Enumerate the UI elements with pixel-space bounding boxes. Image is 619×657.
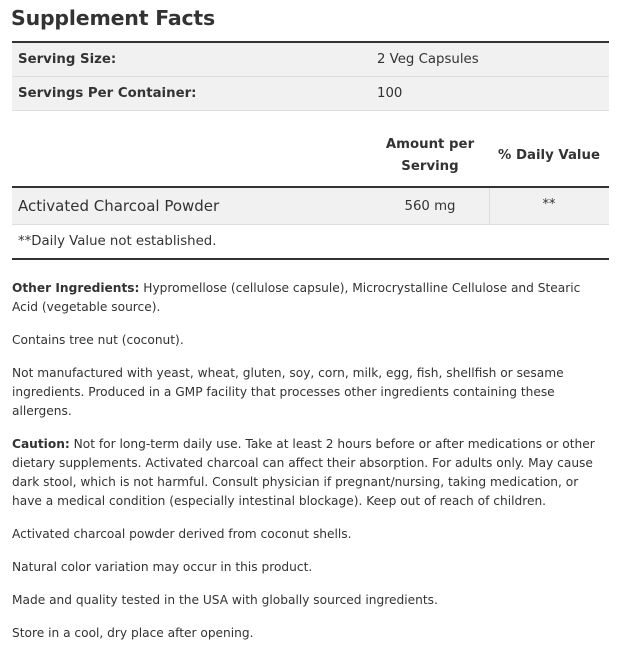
made-in-usa-note: Made and quality tested in the USA with globally sourced ingredients. xyxy=(12,593,438,607)
amount-header-line2: Serving xyxy=(401,158,459,174)
other-ingredients-label: Other Ingredients: xyxy=(12,281,140,295)
other-ingredients-text: Hypromellose (cellulose capsule), Microcrystalline Cellulose and Stearic Acid (vegetable source). xyxy=(12,281,581,314)
facts-header-row xyxy=(12,125,609,188)
ingredient-row xyxy=(12,188,609,225)
serving-size-row xyxy=(12,43,609,77)
source-note: Activated charcoal powder derived from coconut shells. xyxy=(12,527,352,541)
caution-label: Caution: xyxy=(12,437,70,451)
ingredient-daily-value: ** xyxy=(489,188,608,224)
allergen-note: Not manufactured with yeast, wheat, gluten, soy, corn, milk, egg, fish, shellfish or sesame ingredients. Produced in a GMP facility that processes other ingredients containing these allergens. xyxy=(12,366,564,418)
amount-per-serving-header xyxy=(371,125,489,186)
amount-header-line1: Amount per xyxy=(385,136,475,152)
caution-note xyxy=(12,435,602,511)
ingredient-name: Activated Charcoal Powder xyxy=(18,197,220,215)
servings-per-container-label: Servings Per Container: xyxy=(18,86,197,101)
color-variation-note: Natural color variation may occur in this product. xyxy=(12,560,313,574)
header-spacer xyxy=(12,125,371,186)
serving-size-value: 2 Veg Capsules xyxy=(377,52,479,67)
serving-info-table xyxy=(12,41,609,111)
daily-value-header: % Daily Value xyxy=(498,148,600,163)
servings-per-container-value: 100 xyxy=(377,86,403,101)
daily-value-footnote: **Daily Value not established. xyxy=(12,225,609,260)
other-ingredients xyxy=(12,279,602,317)
ingredient-amount: 560 mg xyxy=(404,198,456,214)
tree-nut-note: Contains tree nut (coconut). xyxy=(12,333,184,347)
caution-text: Not for long-term daily use. Take at least 2 hours before or after medications or other dietary supplements. Activated charcoal can affect their absorption. For adults only. May cause dark stool, which is not harmful. Consult physician if pregnant/nursing, taking medication, or have a medical condition (especially intestinal blockage). Keep out of reach of children. xyxy=(12,437,595,508)
serving-size-label: Serving Size: xyxy=(18,52,117,67)
supplement-facts-table xyxy=(12,125,609,260)
storage-note: Store in a cool, dry place after opening. xyxy=(12,626,254,640)
page-title: Supplement Facts xyxy=(11,6,216,30)
servings-per-container-row xyxy=(12,77,609,111)
product-notes xyxy=(12,279,602,657)
